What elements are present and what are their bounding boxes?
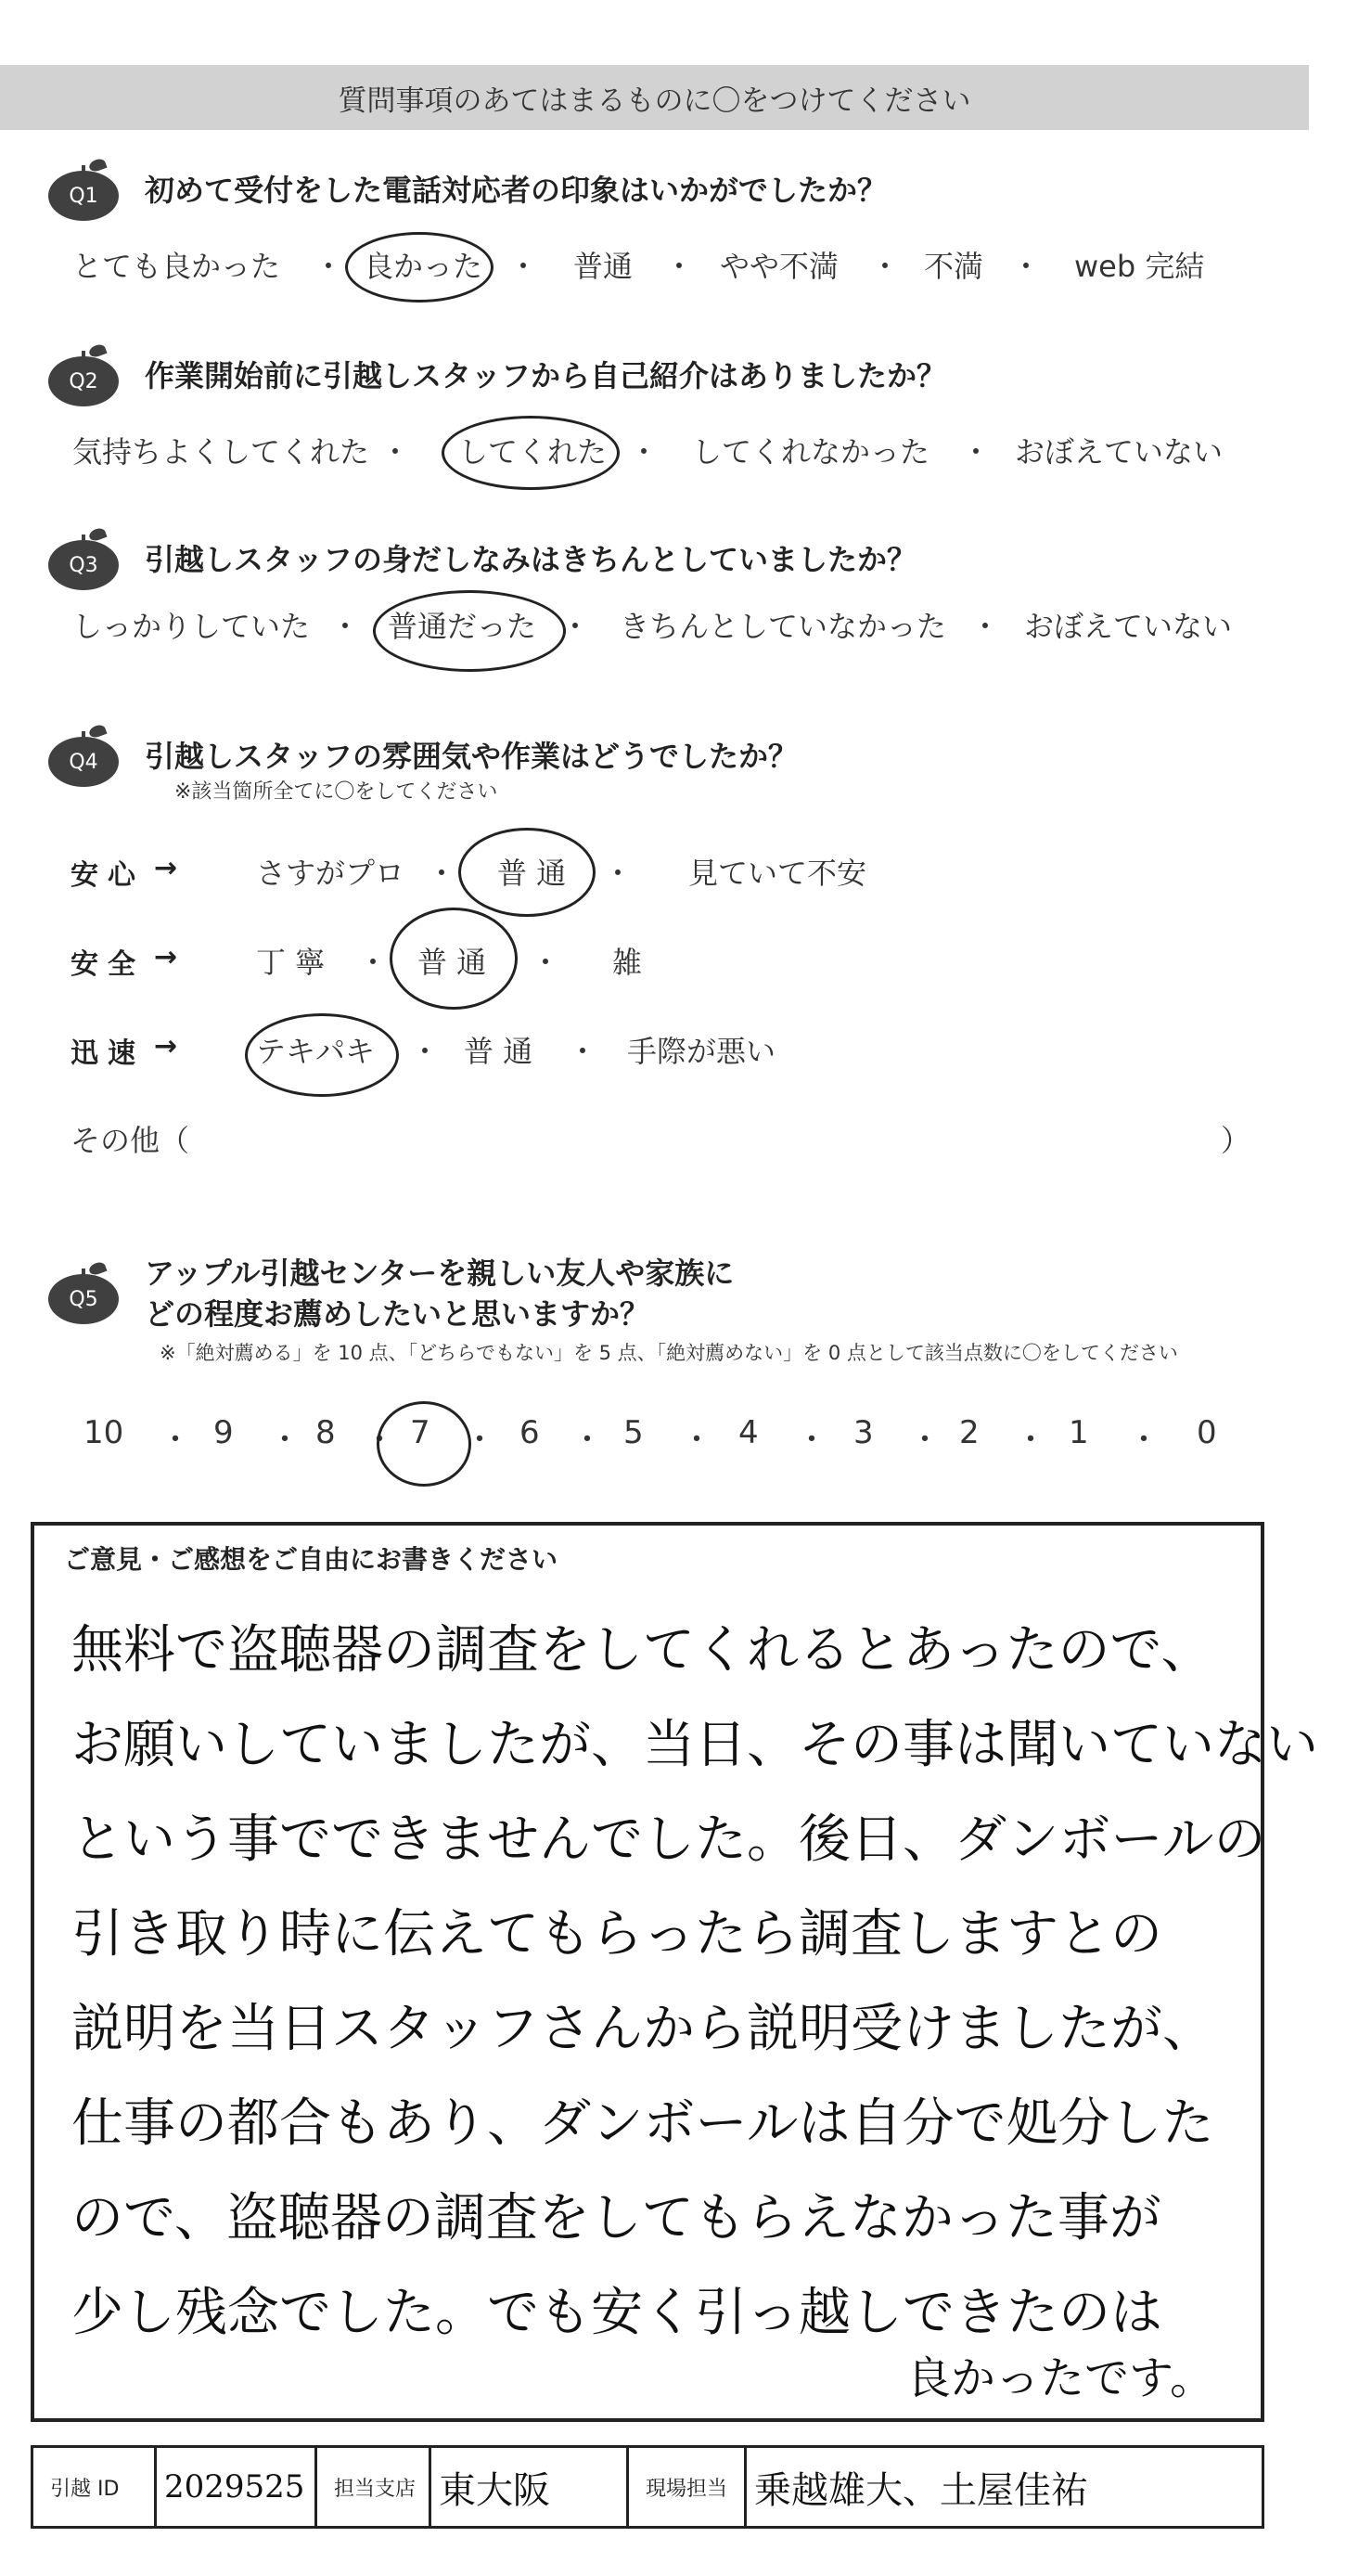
q2-option[interactable]: おぼえていない [1015, 434, 1224, 470]
q4-anzen-selected-circle [390, 908, 518, 1010]
comment-line: 無料で盗聴器の調査をしてくれるとあったので、 [71, 1620, 1213, 1681]
q4-option[interactable]: 手際が悪い [627, 1034, 776, 1069]
q4-question: 引越しスタッフの雰囲気や作業はどうでしたか？ [145, 739, 799, 774]
q5-score[interactable]: 2 [959, 1414, 980, 1451]
q4-note: ※該当箇所全てに〇をしてください [174, 780, 498, 804]
apple-badge-icon [48, 529, 119, 590]
q5-scale: 10 ・ 9 ・ 8 ・ 7 ・ 6 ・ 5 ・ 4 ・ 3 ・ 2 ・ 1 ・ 0 [83, 1414, 1217, 1459]
q5-question-line1: アップル引越センターを親しい友人や家族に [145, 1256, 735, 1291]
q4-option[interactable]: 普 通 [497, 856, 567, 891]
q5-selected-circle [377, 1401, 471, 1487]
comment-line: 引き取り時に伝えてもらったら調査しますとの [71, 1904, 1162, 1964]
q4-badge: Q4 [48, 737, 119, 787]
comment-line: という事でできませんでした。後日、ダンボールの [71, 1810, 1266, 1870]
q3-options: しっかりしていた ・ 普通だった ・ きちんとしていなかった ・ おぼえていない [0, 603, 1346, 650]
q5-score[interactable]: 1 [1069, 1414, 1089, 1451]
apple-badge-icon [48, 160, 119, 221]
q4-option[interactable]: 丁 寧 [256, 945, 326, 980]
move-id-value: 2029525 [164, 2468, 305, 2505]
branch-value: 東大阪 [439, 2468, 550, 2512]
q1-badge: Q1 [48, 171, 119, 221]
q4-row-label-anzen: 安全 [71, 948, 145, 981]
q5-header [48, 1253, 734, 1334]
q3-option[interactable]: しっかりしていた [72, 609, 311, 644]
comment-line: 仕事の都合もあり、ダンボールは自分で処分した [71, 2093, 1214, 2154]
q5-score[interactable]: 10 [83, 1414, 124, 1451]
q2-question: 作業開始前に引越しスタッフから自己紹介はありましたか？ [145, 358, 947, 393]
q1-option[interactable]: とても良かった [72, 249, 281, 284]
q5-score[interactable]: 3 [853, 1414, 874, 1451]
q3-option[interactable]: おぼえていない [1024, 609, 1233, 644]
comments-box[interactable] [31, 1522, 1318, 2422]
q4-option[interactable]: 見ていて不安 [688, 856, 867, 891]
q1-option[interactable]: 不満 [924, 249, 984, 284]
q2-badge: Q2 [48, 356, 119, 406]
q5-score[interactable]: 6 [519, 1414, 540, 1451]
branch-label: 担当支店 [334, 2477, 417, 2501]
q3-selected-circle [373, 590, 566, 672]
branch-label-cell [317, 2448, 431, 2526]
q5-badge: Q5 [48, 1274, 119, 1324]
q5-score[interactable]: 5 [623, 1414, 644, 1451]
staff-label-cell [629, 2448, 747, 2526]
comment-line: 説明を当日スタッフさんから説明受けましたが、 [71, 1999, 1214, 2059]
q3-option[interactable]: きちんとしていなかった [620, 609, 947, 644]
q4-option[interactable]: さすがプロ [256, 856, 405, 891]
q4-option[interactable]: 雑 [612, 945, 643, 980]
arrow-right-icon: → [154, 852, 178, 884]
q3-header [48, 529, 917, 590]
q3-option[interactable]: 普通だった [388, 609, 537, 644]
q4-anshin-selected-circle [458, 828, 596, 917]
q4-option[interactable]: 普 通 [464, 1034, 533, 1069]
q4-other-close: ） [1221, 1123, 1251, 1158]
q1-option[interactable]: 普通 [573, 249, 634, 284]
comment-line: お願いしていましたが、当日、その事は聞いていない [71, 1715, 1318, 1775]
comment-line: ので、盗聴器の調査をしてもらえなかった事が [71, 2188, 1161, 2248]
comments-title: ご意見・ご感想をご自由にお書きください [64, 1544, 558, 1575]
q2-selected-circle [442, 416, 620, 490]
move-id-label-cell [33, 2448, 157, 2526]
footer-table [31, 2445, 1264, 2529]
comment-line: 良かったです。 [906, 2352, 1215, 2404]
arrow-right-icon: → [154, 941, 178, 973]
q1-question: 初めて受付をした電話対応者の印象はいかがでしたか？ [145, 173, 888, 208]
q2-header [48, 345, 946, 406]
q4-row-jinsoku-options: テキパキ ・ 普 通 ・ 手際が悪い [0, 1028, 1346, 1075]
branch-value-cell [431, 2448, 629, 2526]
q2-option[interactable]: してくれた [458, 434, 608, 470]
q1-header [48, 160, 887, 221]
q4-row-label-anshin: 安心 [71, 859, 145, 892]
q5-score[interactable]: 4 [738, 1414, 759, 1451]
q3-badge: Q3 [48, 540, 119, 590]
q5-score[interactable]: 8 [315, 1414, 336, 1451]
q4-option[interactable]: 普 通 [417, 945, 487, 980]
q2-option[interactable]: してくれなかった [692, 434, 930, 470]
apple-badge-icon [48, 345, 119, 406]
q5-score[interactable]: 0 [1197, 1414, 1217, 1451]
move-id-label: 引越 ID [50, 2477, 120, 2501]
q4-jinsoku-selected-circle [245, 1013, 399, 1097]
q1-options: とても良かった ・ 良かった ・ 普通 ・ やや不満 ・ 不満 ・ web 完結 [0, 243, 1346, 290]
q4-option[interactable]: テキパキ [256, 1034, 376, 1069]
staff-label: 現場担当 [646, 2477, 728, 2501]
staff-value: 乗越雄大、土屋佳祐 [754, 2468, 1088, 2512]
q2-option[interactable]: 気持ちよくしてくれた [72, 434, 370, 470]
q5-score[interactable]: 7 [410, 1414, 430, 1451]
q2-options: 気持ちよくしてくれた ・ してくれた ・ してくれなかった ・ おぼえていない [0, 429, 1346, 475]
q1-selected-circle [345, 232, 494, 303]
q5-note: ※「絶対薦める」を 10 点、「どちらでもない」を 5 点、「絶対薦めない」を 0 点として該当点数に〇をしてください [160, 1342, 1178, 1364]
move-id-value-cell [157, 2448, 317, 2526]
q4-row-anzen-options: 丁 寧 ・ 普 通 ・ 雑 [0, 939, 1346, 985]
q1-option[interactable]: web 完結 [1074, 249, 1205, 284]
q1-option[interactable]: やや不満 [720, 249, 840, 284]
q5-question-line2: どの程度お薦めしたいと思いますか？ [145, 1296, 650, 1332]
comment-line: 少し残念でした。でも安く引っ越しできたのは [71, 2283, 1162, 2343]
q5-score[interactable]: 9 [213, 1414, 234, 1451]
q4-row-label-jinsoku: 迅速 [71, 1037, 145, 1070]
q1-option[interactable]: 良かった [364, 249, 483, 284]
staff-value-cell [747, 2448, 1262, 2526]
q3-question: 引越しスタッフの身だしなみはきちんとしていましたか？ [145, 542, 917, 577]
apple-badge-icon [48, 1263, 119, 1324]
q4-other-label: その他（ [71, 1123, 190, 1158]
apple-badge-icon [48, 726, 119, 787]
instructions-banner: 質問事項のあてはまるものに〇をつけてください [0, 65, 1309, 130]
q4-row-anshin-options: さすがプロ ・ 普 通 ・ 見ていて不安 [0, 850, 1346, 896]
arrow-right-icon: → [154, 1030, 178, 1063]
